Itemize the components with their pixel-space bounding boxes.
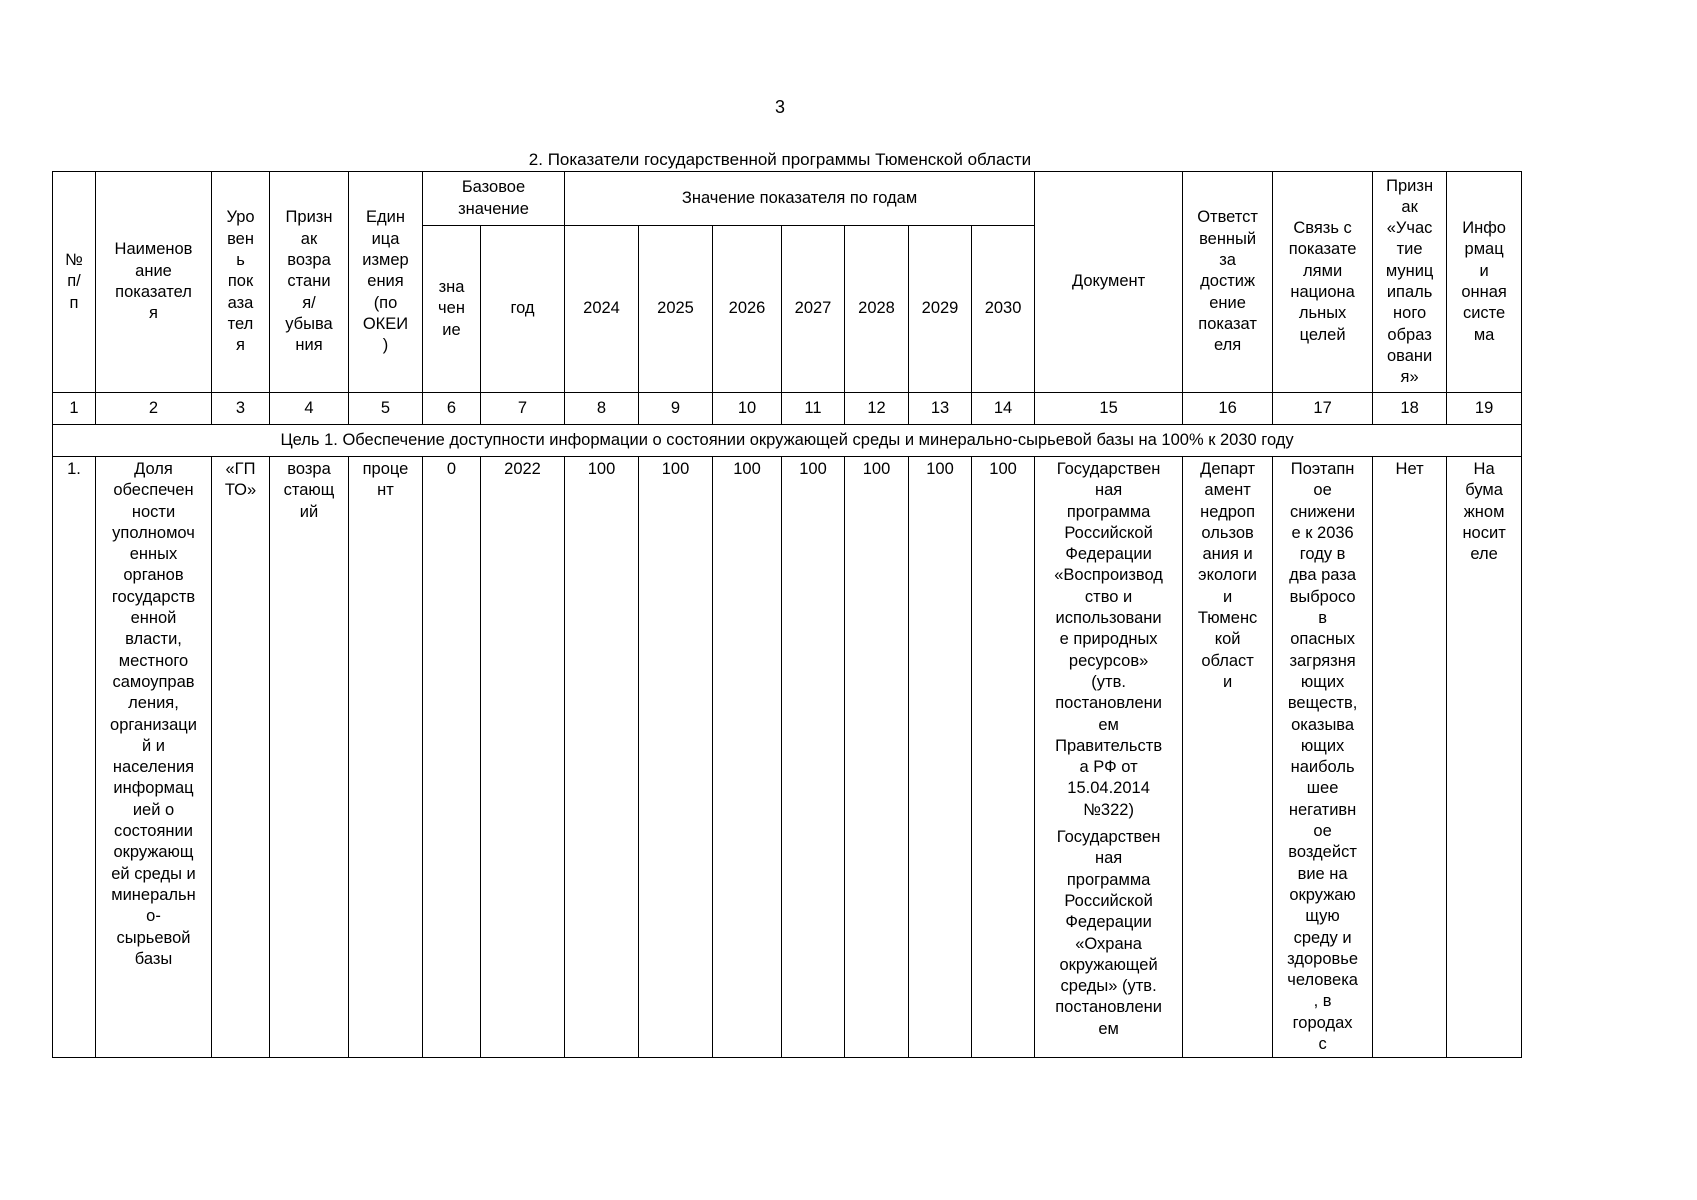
column-number: 15 — [1035, 393, 1183, 425]
indicators-table — [52, 171, 1522, 1058]
header-year-2030: 2030 — [972, 226, 1035, 393]
info-system: На бума жном носит еле — [1447, 457, 1522, 1058]
value-2028: 100 — [845, 457, 909, 1058]
header-document: Документ — [1035, 172, 1183, 393]
header-base-value: зна чен ие — [423, 226, 481, 393]
national-goals-link: Поэтапн ое снижени е к 2036 году в два раза выбросо в опасных загрязня ющих веществ, оказыва ющих наиболь шее негативн ое воздейст вие на окружаю щую среду и здоровье человека , в городах с — [1273, 457, 1373, 1058]
value-2026: 100 — [713, 457, 782, 1058]
header-number: № п/ п — [53, 172, 96, 393]
header-base-year: год — [481, 226, 565, 393]
document-2: Государствен ная программа Российской Федерации «Охрана окружающей среды» (утв. постановлени ем — [1055, 828, 1162, 1038]
indicator-unit: проце нт — [349, 457, 423, 1058]
column-number: 7 — [481, 393, 565, 425]
header-level: Уро вен ь пок аза тел я — [212, 172, 270, 393]
column-number: 18 — [1373, 393, 1447, 425]
responsible-body: Департ амент недроп ользов ания и экологи и Тюменс кой област и — [1183, 457, 1273, 1058]
municipal-participation: Нет — [1373, 457, 1447, 1058]
column-number: 5 — [349, 393, 423, 425]
column-number: 17 — [1273, 393, 1373, 425]
base-year: 2022 — [481, 457, 565, 1058]
column-number: 11 — [782, 393, 845, 425]
table-row — [53, 457, 1522, 1058]
value-2025: 100 — [639, 457, 713, 1058]
indicator-name: Доля обеспечен ности уполномоч енных органов государств енной власти, местного самоуправ ления, организаци й и населения информац ией о состоянии окружающ ей среды и минеральн о- сырьевой базы — [96, 457, 212, 1058]
header-year-2026: 2026 — [713, 226, 782, 393]
header-base-group: Базовое значение — [423, 172, 565, 226]
column-number: 9 — [639, 393, 713, 425]
header-year-2029: 2029 — [909, 226, 972, 393]
column-number: 16 — [1183, 393, 1273, 425]
column-number: 2 — [96, 393, 212, 425]
row-number: 1. — [53, 457, 96, 1058]
header-trend: Призн ак возра стани я/ убыва ния — [270, 172, 349, 393]
header-info-system: Инфо рмац и онная систе ма — [1447, 172, 1522, 393]
column-number: 4 — [270, 393, 349, 425]
document-1: Государствен ная программа Российской Федерации «Воспроизвод ство и использовани е природных ресурсов» (утв. постановлени ем Правительств а РФ от 15.04.2014 №322) — [1054, 460, 1163, 819]
header-year-2025: 2025 — [639, 226, 713, 393]
column-number: 6 — [423, 393, 481, 425]
indicator-level: «ГП ТО» — [212, 457, 270, 1058]
indicator-trend: возра стающ ий — [270, 457, 349, 1058]
column-number: 12 — [845, 393, 909, 425]
column-number: 14 — [972, 393, 1035, 425]
column-number: 3 — [212, 393, 270, 425]
column-number: 13 — [909, 393, 972, 425]
header-municipal: Призн ак «Учас тие муниц ипаль ного образ овани я» — [1373, 172, 1447, 393]
value-2024: 100 — [565, 457, 639, 1058]
value-2029: 100 — [909, 457, 972, 1058]
column-number: 19 — [1447, 393, 1522, 425]
document-cell — [1035, 457, 1183, 1058]
header-name: Наименов ание показател я — [96, 172, 212, 393]
base-value: 0 — [423, 457, 481, 1058]
header-years-group: Значение показателя по годам — [565, 172, 1035, 226]
header-year-2028: 2028 — [845, 226, 909, 393]
header-national-goals: Связь с показате лями национа льных целей — [1273, 172, 1373, 393]
header-unit: Един ица измер ения (по ОКЕИ ) — [349, 172, 423, 393]
header-year-2024: 2024 — [565, 226, 639, 393]
header-year-2027: 2027 — [782, 226, 845, 393]
column-number: 8 — [565, 393, 639, 425]
header-responsible: Ответст венный за достиж ение показат еля — [1183, 172, 1273, 393]
value-2027: 100 — [782, 457, 845, 1058]
column-number: 10 — [713, 393, 782, 425]
goal-row: Цель 1. Обеспечение доступности информации о состоянии окружающей среды и минерально-сырьевой базы на 100% к 2030 году — [53, 425, 1522, 457]
table-title: 2. Показатели государственной программы Тюменской области — [528, 150, 1032, 169]
value-2030: 100 — [972, 457, 1035, 1058]
column-number: 1 — [53, 393, 96, 425]
page-number: 3 — [774, 97, 785, 117]
